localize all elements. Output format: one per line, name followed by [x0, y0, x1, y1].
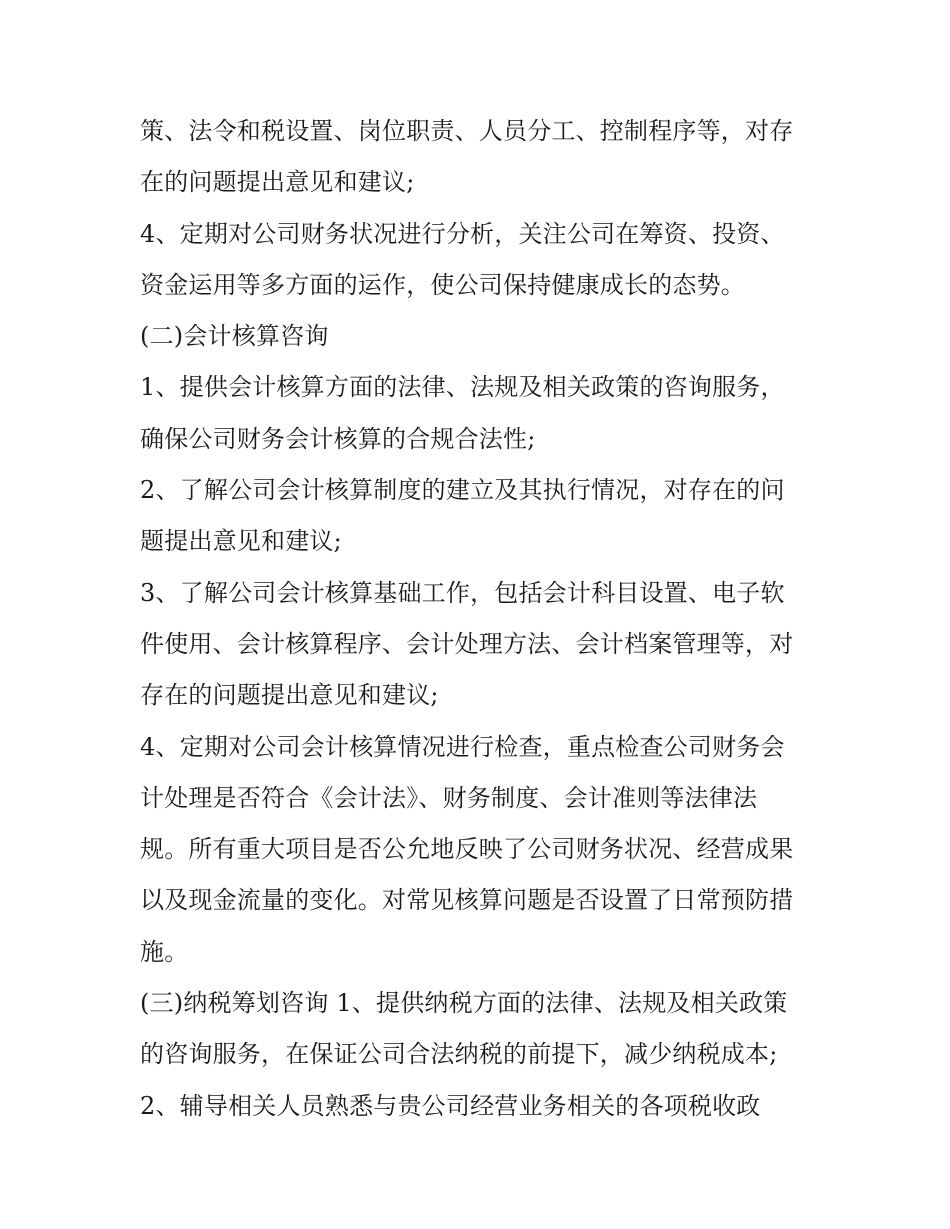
text-line: 题提出意见和建议; [140, 527, 342, 556]
text-line: 规。所有重大项目是否公允地反映了公司财务状况、经营成果 [140, 835, 794, 864]
text-line: 2、了解公司会计核算制度的建立及其执行情况，对存在的问 [140, 476, 785, 505]
text-line: 4、定期对公司会计核算情况进行检查，重点检查公司财务会 [140, 732, 785, 761]
text-line: 的咨询服务，在保证公司合法纳税的前提下，减少纳税成本; [140, 1040, 778, 1069]
text-line: 确保公司财务会计核算的合规合法性; [140, 424, 536, 453]
text-line: 资金运用等多方面的运作，使公司保持健康成长的态势。 [140, 270, 745, 299]
text-line: 计处理是否符合《会计法》、财务制度、会计准则等法律法 [140, 783, 758, 812]
text-line: 策、法令和税设置、岗位职责、人员分工、控制程序等，对存 [140, 117, 794, 145]
text-line: 件使用、会计核算程序、会计处理方法、会计档案管理等，对 [140, 629, 794, 658]
section-heading: (二)会计核算咨询 [140, 322, 329, 351]
section-heading: (三)纳税筹划咨询 1、提供纳税方面的法律、法规及相关政策 [140, 989, 788, 1018]
text-line: 3、了解公司会计核算基础工作，包括会计科目设置、电子软 [140, 578, 785, 607]
text-line: 以及现金流量的变化。对常见核算问题是否设置了日常预防措 [140, 886, 794, 915]
text-line: 在的问题提出意见和建议; [140, 168, 415, 197]
text-line: 存在的问题提出意见和建议; [140, 681, 439, 710]
text-line: 1、提供会计核算方面的法律、法规及相关政策的咨询服务， [140, 373, 785, 402]
text-line: 施。 [140, 937, 189, 966]
text-line: 2、辅导相关人员熟悉与贵公司经营业务相关的各项税收政 [140, 1091, 761, 1120]
document-body [140, 106, 820, 1132]
text-line: 4、定期对公司财务状况进行分析，关注公司在筹资、投资、 [140, 219, 785, 248]
